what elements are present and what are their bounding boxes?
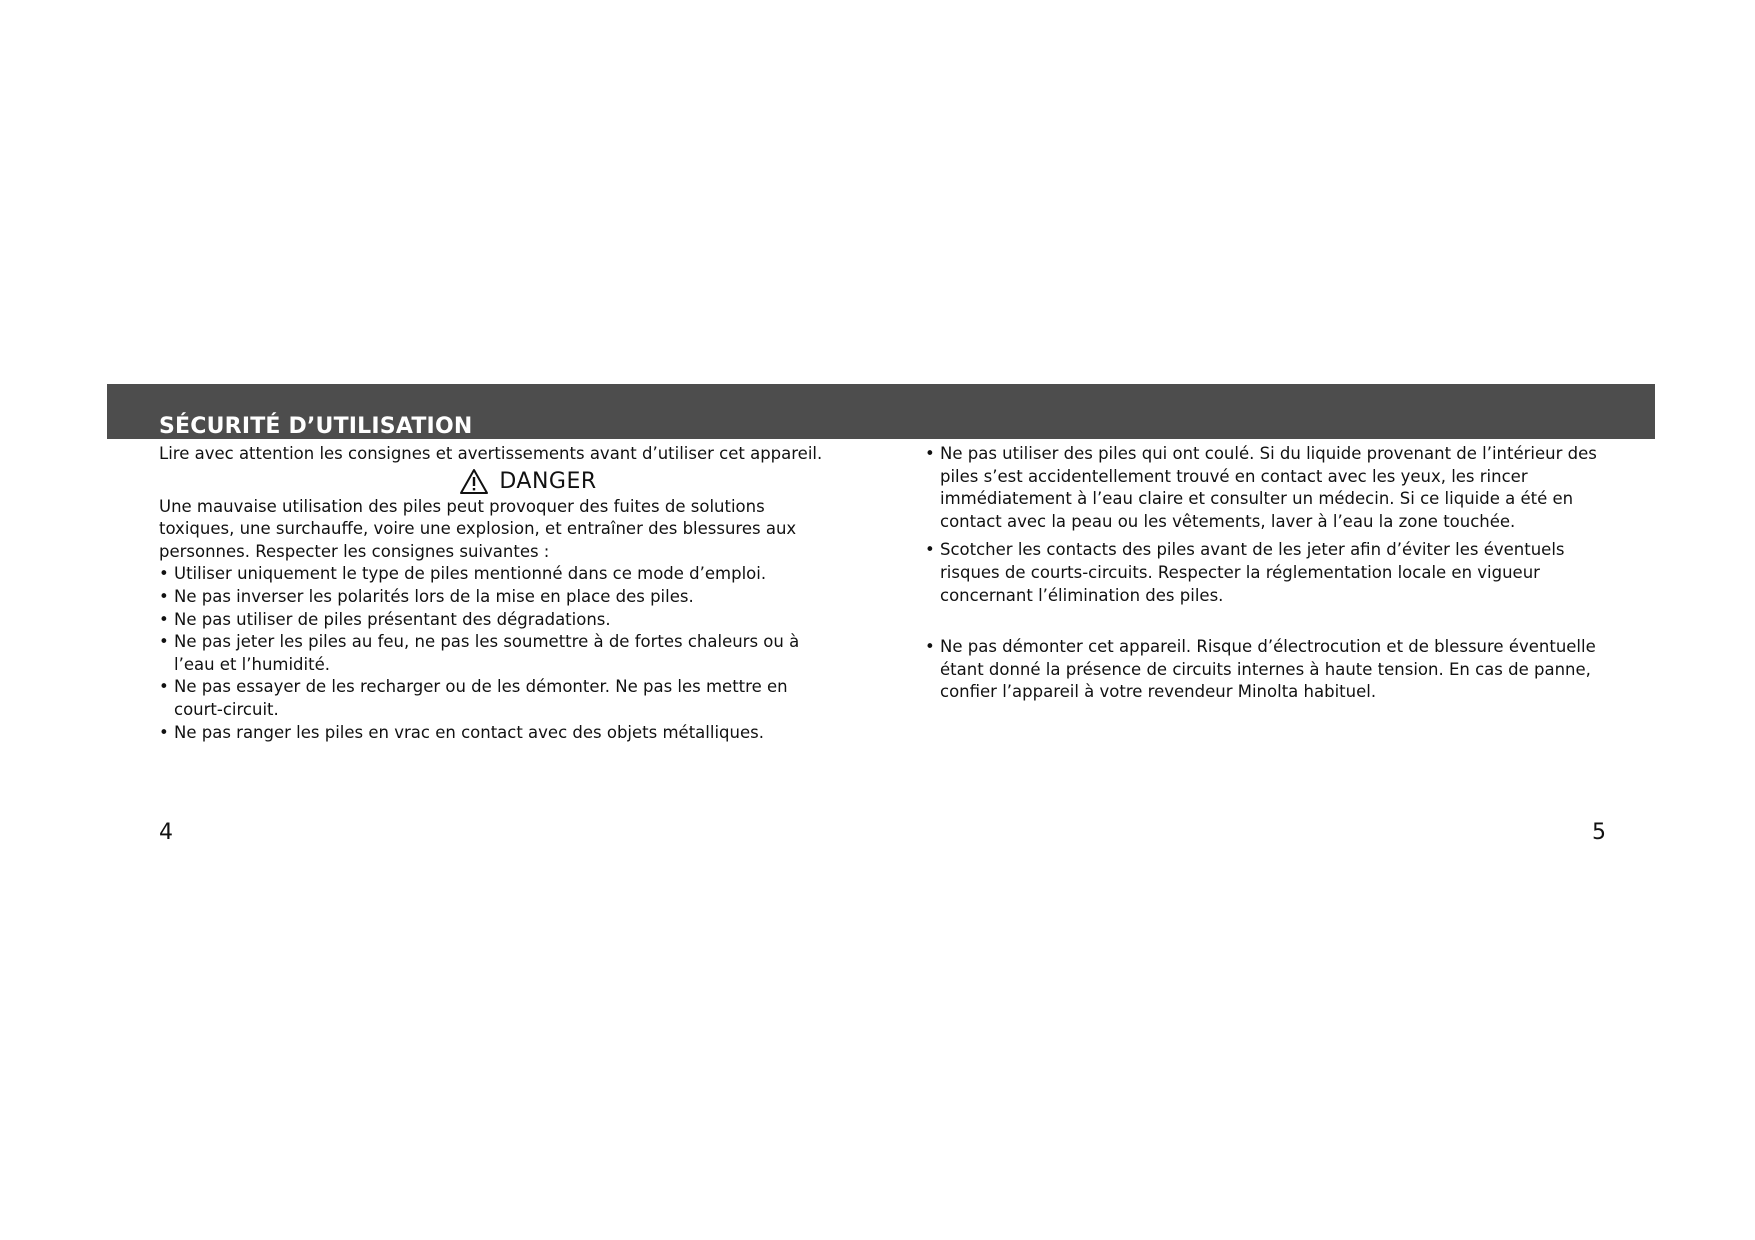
section-header-bar [107,384,1655,439]
list-item: • Ne pas utiliser des piles qui ont coulé. Si du liquide provenant de l’intérieur des piles s’est accidentellement trouvé en contact avec les yeux, les rincer immédiatement à l’eau claire et consulter un médecin. Si ce liquide a été en contact avec la peau ou les vêtements, laver à l’eau la zone touchée. [925,443,1615,533]
section-title: SÉCURITÉ D’UTILISATION [159,414,473,439]
list-item: • Ne pas démonter cet appareil. Risque d’électrocution et de blessure éventuelle étant donné la présence de circuits internes à haute tension. En cas de panne, confier l’appareil à votre revendeur Minolta habituel. [925,636,1615,704]
list-item: • Ne pas essayer de les recharger ou de les démonter. Ne pas les mettre en court-circuit. [159,676,839,721]
left-column [159,443,839,744]
page-number-right: 5 [1592,820,1606,845]
warning-triangle-icon [459,468,489,495]
intro-text: Lire avec attention les consignes et avertissements avant d’utiliser cet appareil. [159,444,823,463]
list-item: • Utiliser uniquement le type de piles mentionné dans ce mode d’emploi. [159,563,839,586]
danger-text: Une mauvaise utilisation des piles peut provoquer des fuites de solutions toxiques, une surchauffe, voire une explosion, et entraîner des blessures aux personnes. Respecter les consignes suivantes : [159,496,797,561]
list-item: • Ne pas inverser les polarités lors de la mise en place des piles. [159,586,839,609]
right-column [925,443,1615,704]
right-bullet-list [925,443,1615,704]
danger-heading [159,468,839,496]
list-item: • Ne pas jeter les piles au feu, ne pas les soumettre à de fortes chaleurs ou à l’eau et l’humidité. [159,631,839,676]
list-item: • Ne pas ranger les piles en vrac en contact avec des objets métalliques. [159,722,839,745]
danger-label: DANGER [499,468,597,494]
page-number-left: 4 [159,820,173,845]
list-item: • Ne pas utiliser de piles présentant des dégradations. [159,609,839,632]
list-item: • Scotcher les contacts des piles avant de les jeter afin d’éviter les éventuels risques de courts-circuits. Respecter la réglementation locale en vigueur concernant l’élimination des piles. [925,539,1615,607]
left-bullet-list [159,563,839,744]
